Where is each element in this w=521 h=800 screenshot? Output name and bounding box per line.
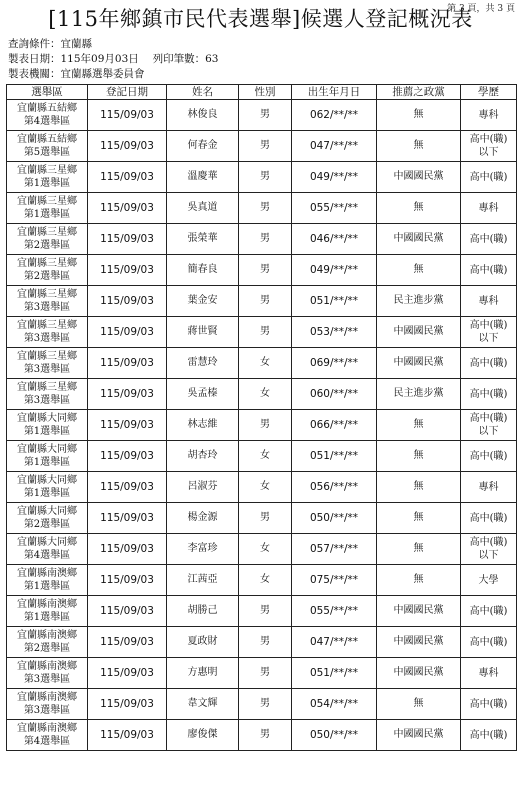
date-cell: 115/09/03 bbox=[88, 131, 167, 162]
page-title: [115年鄉鎮市民代表選舉]候選人登記概況表 bbox=[48, 7, 473, 31]
district-cell bbox=[7, 410, 88, 441]
query-condition: 查詢條件：宜蘭縣 bbox=[8, 38, 92, 50]
table-row bbox=[7, 503, 517, 534]
district-line-2: 第1選舉區 bbox=[23, 457, 71, 468]
education-cell bbox=[461, 317, 517, 348]
gender-cell: 男 bbox=[239, 100, 292, 131]
header-district: 選舉區 bbox=[7, 85, 88, 100]
district-line-1: 宜蘭縣大同鄉 bbox=[17, 537, 77, 548]
district-cell bbox=[7, 472, 88, 503]
district-cell bbox=[7, 162, 88, 193]
district-cell bbox=[7, 565, 88, 596]
party-cell: 無 bbox=[377, 534, 461, 565]
date-cell: 115/09/03 bbox=[88, 317, 167, 348]
district-line-2: 第3選舉區 bbox=[23, 705, 71, 716]
district-line-1: 宜蘭縣南澳鄉 bbox=[17, 723, 77, 734]
party-cell: 無 bbox=[377, 503, 461, 534]
district-cell bbox=[7, 131, 88, 162]
gender-cell: 女 bbox=[239, 534, 292, 565]
party-cell: 中國國民黨 bbox=[377, 317, 461, 348]
education-cell bbox=[461, 193, 517, 224]
district-line-2: 第1選舉區 bbox=[23, 178, 71, 189]
district-cell bbox=[7, 689, 88, 720]
gender-cell: 男 bbox=[239, 224, 292, 255]
education-line-2: 以下 bbox=[478, 550, 499, 561]
party-cell: 無 bbox=[377, 565, 461, 596]
gender-cell: 女 bbox=[239, 348, 292, 379]
party-cell: 無 bbox=[377, 131, 461, 162]
name-cell: 林俊良 bbox=[167, 100, 239, 131]
education-line-1: 專科 bbox=[478, 295, 499, 307]
name-cell: 雷慧玲 bbox=[167, 348, 239, 379]
district-line-1: 宜蘭縣大同鄉 bbox=[17, 506, 77, 517]
district-line-2: 第2選舉區 bbox=[23, 240, 71, 251]
table-row bbox=[7, 689, 517, 720]
district-line-1: 宜蘭縣三星鄉 bbox=[17, 227, 77, 238]
name-cell: 楊金源 bbox=[167, 503, 239, 534]
district-line-2: 第1選舉區 bbox=[23, 612, 71, 623]
gender-cell: 男 bbox=[239, 410, 292, 441]
education-line-1: 高中(職) bbox=[469, 537, 508, 548]
education-line-1: 高中(職) bbox=[469, 357, 508, 369]
table-row bbox=[7, 565, 517, 596]
district-line-1: 宜蘭縣三星鄉 bbox=[17, 258, 77, 269]
district-line-1: 宜蘭縣五結鄉 bbox=[17, 134, 77, 145]
date-cell: 115/09/03 bbox=[88, 720, 167, 751]
gender-cell: 女 bbox=[239, 565, 292, 596]
district-cell bbox=[7, 534, 88, 565]
birthdate-cell: 047/**/** bbox=[292, 131, 377, 162]
name-cell: 呂淑芬 bbox=[167, 472, 239, 503]
date-cell: 115/09/03 bbox=[88, 565, 167, 596]
birthdate-cell: 066/**/** bbox=[292, 410, 377, 441]
party-cell: 中國國民黨 bbox=[377, 224, 461, 255]
table-row bbox=[7, 596, 517, 627]
district-cell bbox=[7, 286, 88, 317]
name-cell: 胡杏玲 bbox=[167, 441, 239, 472]
district-line-1: 宜蘭縣大同鄉 bbox=[17, 413, 77, 424]
gender-cell: 男 bbox=[239, 503, 292, 534]
header-date: 登記日期 bbox=[88, 85, 167, 100]
district-line-1: 宜蘭縣南澳鄉 bbox=[17, 692, 77, 703]
birthdate-cell: 054/**/** bbox=[292, 689, 377, 720]
name-cell: 李富珍 bbox=[167, 534, 239, 565]
date-cell: 115/09/03 bbox=[88, 627, 167, 658]
name-cell: 何春金 bbox=[167, 131, 239, 162]
education-cell bbox=[461, 286, 517, 317]
table-row bbox=[7, 534, 517, 565]
gender-cell: 男 bbox=[239, 596, 292, 627]
education-line-1: 高中(職) bbox=[469, 264, 508, 276]
district-line-1: 宜蘭縣三星鄉 bbox=[17, 196, 77, 207]
birthdate-cell: 049/**/** bbox=[292, 162, 377, 193]
education-line-1: 高中(職) bbox=[469, 171, 508, 183]
education-line-1: 專科 bbox=[478, 481, 499, 493]
district-line-2: 第3選舉區 bbox=[23, 364, 71, 375]
date-cell: 115/09/03 bbox=[88, 689, 167, 720]
education-line-1: 高中(職) bbox=[469, 134, 508, 145]
birthdate-cell: 049/**/** bbox=[292, 255, 377, 286]
district-line-1: 宜蘭縣大同鄉 bbox=[17, 475, 77, 486]
date-cell: 115/09/03 bbox=[88, 503, 167, 534]
party-cell: 無 bbox=[377, 255, 461, 286]
name-cell: 胡勝己 bbox=[167, 596, 239, 627]
district-line-1: 宜蘭縣三星鄉 bbox=[17, 320, 77, 331]
district-line-2: 第2選舉區 bbox=[23, 271, 71, 282]
header-name: 姓名 bbox=[167, 85, 239, 100]
gender-cell: 男 bbox=[239, 627, 292, 658]
party-cell: 無 bbox=[377, 441, 461, 472]
name-cell: 夏政財 bbox=[167, 627, 239, 658]
education-line-1: 高中(職) bbox=[469, 233, 508, 245]
education-line-1: 高中(職) bbox=[469, 388, 508, 400]
date-cell: 115/09/03 bbox=[88, 410, 167, 441]
date-cell: 115/09/03 bbox=[88, 472, 167, 503]
education-cell bbox=[461, 100, 517, 131]
education-line-1: 大學 bbox=[478, 574, 499, 586]
table-row bbox=[7, 720, 517, 751]
education-cell bbox=[461, 503, 517, 534]
name-cell: 溫慶華 bbox=[167, 162, 239, 193]
education-cell bbox=[461, 162, 517, 193]
education-cell bbox=[461, 658, 517, 689]
district-cell bbox=[7, 627, 88, 658]
district-line-2: 第1選舉區 bbox=[23, 581, 71, 592]
education-cell bbox=[461, 534, 517, 565]
name-cell: 廖俊傑 bbox=[167, 720, 239, 751]
district-line-1: 宜蘭縣五結鄉 bbox=[17, 103, 77, 114]
table-row bbox=[7, 255, 517, 286]
party-cell: 無 bbox=[377, 193, 461, 224]
party-cell: 無 bbox=[377, 472, 461, 503]
education-cell bbox=[461, 379, 517, 410]
education-line-1: 高中(職) bbox=[469, 698, 508, 710]
education-line-1: 高中(職) bbox=[469, 636, 508, 648]
gender-cell: 男 bbox=[239, 131, 292, 162]
date-cell: 115/09/03 bbox=[88, 162, 167, 193]
date-cell: 115/09/03 bbox=[88, 255, 167, 286]
print-info: 製表日期：115年09月03日 列印筆數：63 bbox=[8, 53, 219, 65]
gender-cell: 男 bbox=[239, 658, 292, 689]
district-cell bbox=[7, 441, 88, 472]
name-cell: 江茜亞 bbox=[167, 565, 239, 596]
date-cell: 115/09/03 bbox=[88, 286, 167, 317]
page-number: 第 3 頁，共 3 頁 bbox=[447, 4, 515, 14]
name-cell: 蔣世賢 bbox=[167, 317, 239, 348]
district-line-1: 宜蘭縣三星鄉 bbox=[17, 351, 77, 362]
date-cell: 115/09/03 bbox=[88, 379, 167, 410]
education-cell bbox=[461, 720, 517, 751]
table-row bbox=[7, 627, 517, 658]
birthdate-cell: 060/**/** bbox=[292, 379, 377, 410]
date-cell: 115/09/03 bbox=[88, 596, 167, 627]
table-row bbox=[7, 410, 517, 441]
date-cell: 115/09/03 bbox=[88, 348, 167, 379]
gender-cell: 男 bbox=[239, 689, 292, 720]
birthdate-cell: 056/**/** bbox=[292, 472, 377, 503]
table-row bbox=[7, 379, 517, 410]
education-cell bbox=[461, 472, 517, 503]
education-line-2: 以下 bbox=[478, 333, 499, 344]
name-cell: 林志維 bbox=[167, 410, 239, 441]
header-gender: 性別 bbox=[239, 85, 292, 100]
district-line-1: 宜蘭縣南澳鄉 bbox=[17, 568, 77, 579]
education-line-1: 高中(職) bbox=[469, 450, 508, 462]
table-row bbox=[7, 162, 517, 193]
district-line-1: 宜蘭縣南澳鄉 bbox=[17, 661, 77, 672]
birthdate-cell: 046/**/** bbox=[292, 224, 377, 255]
gender-cell: 男 bbox=[239, 317, 292, 348]
district-line-2: 第3選舉區 bbox=[23, 302, 71, 313]
education-cell bbox=[461, 596, 517, 627]
name-cell: 葉金安 bbox=[167, 286, 239, 317]
name-cell: 方惠明 bbox=[167, 658, 239, 689]
name-cell: 簡春良 bbox=[167, 255, 239, 286]
district-line-2: 第4選舉區 bbox=[23, 736, 71, 747]
birthdate-cell: 051/**/** bbox=[292, 658, 377, 689]
table-row bbox=[7, 658, 517, 689]
education-line-1: 高中(職) bbox=[469, 512, 508, 524]
party-cell: 民主進步黨 bbox=[377, 286, 461, 317]
district-cell bbox=[7, 255, 88, 286]
district-line-1: 宜蘭縣南澳鄉 bbox=[17, 630, 77, 641]
gender-cell: 女 bbox=[239, 379, 292, 410]
party-cell: 無 bbox=[377, 410, 461, 441]
district-cell bbox=[7, 720, 88, 751]
district-cell bbox=[7, 596, 88, 627]
gender-cell: 男 bbox=[239, 286, 292, 317]
district-line-2: 第3選舉區 bbox=[23, 333, 71, 344]
name-cell: 張榮華 bbox=[167, 224, 239, 255]
party-cell: 無 bbox=[377, 689, 461, 720]
birthdate-cell: 050/**/** bbox=[292, 503, 377, 534]
education-cell bbox=[461, 224, 517, 255]
party-cell: 中國國民黨 bbox=[377, 348, 461, 379]
district-cell bbox=[7, 379, 88, 410]
gender-cell: 男 bbox=[239, 720, 292, 751]
district-cell bbox=[7, 658, 88, 689]
table-row bbox=[7, 286, 517, 317]
education-cell bbox=[461, 348, 517, 379]
name-cell: 韋文輝 bbox=[167, 689, 239, 720]
party-cell: 民主進步黨 bbox=[377, 379, 461, 410]
district-cell bbox=[7, 224, 88, 255]
birthdate-cell: 050/**/** bbox=[292, 720, 377, 751]
education-cell bbox=[461, 410, 517, 441]
date-cell: 115/09/03 bbox=[88, 224, 167, 255]
table-row bbox=[7, 348, 517, 379]
table-row bbox=[7, 131, 517, 162]
education-cell bbox=[461, 441, 517, 472]
birthdate-cell: 075/**/** bbox=[292, 565, 377, 596]
district-line-2: 第5選舉區 bbox=[23, 147, 71, 158]
name-cell: 吳真道 bbox=[167, 193, 239, 224]
table-row bbox=[7, 100, 517, 131]
district-line-2: 第2選舉區 bbox=[23, 519, 71, 530]
education-cell bbox=[461, 131, 517, 162]
education-line-1: 專科 bbox=[478, 202, 499, 214]
issuing-agency: 製表機關：宜蘭縣選舉委員會 bbox=[8, 68, 145, 80]
education-line-1: 高中(職) bbox=[469, 605, 508, 617]
education-cell bbox=[461, 689, 517, 720]
header-birthdate: 出生年月日 bbox=[292, 85, 377, 100]
birthdate-cell: 053/**/** bbox=[292, 317, 377, 348]
party-cell: 中國國民黨 bbox=[377, 658, 461, 689]
date-cell: 115/09/03 bbox=[88, 441, 167, 472]
date-cell: 115/09/03 bbox=[88, 100, 167, 131]
education-cell bbox=[461, 565, 517, 596]
district-cell bbox=[7, 193, 88, 224]
candidate-table bbox=[6, 84, 517, 751]
birthdate-cell: 051/**/** bbox=[292, 286, 377, 317]
education-line-2: 以下 bbox=[478, 147, 499, 158]
gender-cell: 男 bbox=[239, 255, 292, 286]
gender-cell: 女 bbox=[239, 441, 292, 472]
education-cell bbox=[461, 255, 517, 286]
district-line-2: 第1選舉區 bbox=[23, 488, 71, 499]
table-row bbox=[7, 441, 517, 472]
district-line-2: 第4選舉區 bbox=[23, 116, 71, 127]
birthdate-cell: 055/**/** bbox=[292, 193, 377, 224]
district-line-2: 第2選舉區 bbox=[23, 643, 71, 654]
table-row bbox=[7, 224, 517, 255]
district-line-2: 第3選舉區 bbox=[23, 395, 71, 406]
table-row bbox=[7, 193, 517, 224]
birthdate-cell: 069/**/** bbox=[292, 348, 377, 379]
district-cell bbox=[7, 503, 88, 534]
header-party: 推薦之政黨 bbox=[377, 85, 461, 100]
party-cell: 無 bbox=[377, 100, 461, 131]
table-row bbox=[7, 317, 517, 348]
date-cell: 115/09/03 bbox=[88, 658, 167, 689]
education-line-1: 高中(職) bbox=[469, 320, 508, 331]
table-row bbox=[7, 472, 517, 503]
district-line-2: 第4選舉區 bbox=[23, 550, 71, 561]
birthdate-cell: 051/**/** bbox=[292, 441, 377, 472]
birthdate-cell: 057/**/** bbox=[292, 534, 377, 565]
party-cell: 中國國民黨 bbox=[377, 162, 461, 193]
district-line-1: 宜蘭縣大同鄉 bbox=[17, 444, 77, 455]
district-line-2: 第3選舉區 bbox=[23, 674, 71, 685]
district-cell bbox=[7, 348, 88, 379]
education-cell bbox=[461, 627, 517, 658]
date-cell: 115/09/03 bbox=[88, 193, 167, 224]
birthdate-cell: 062/**/** bbox=[292, 100, 377, 131]
party-cell: 中國國民黨 bbox=[377, 720, 461, 751]
district-line-1: 宜蘭縣三星鄉 bbox=[17, 382, 77, 393]
gender-cell: 女 bbox=[239, 472, 292, 503]
district-line-1: 宜蘭縣三星鄉 bbox=[17, 165, 77, 176]
gender-cell: 男 bbox=[239, 162, 292, 193]
district-cell bbox=[7, 100, 88, 131]
name-cell: 吳孟榛 bbox=[167, 379, 239, 410]
district-line-1: 宜蘭縣南澳鄉 bbox=[17, 599, 77, 610]
education-line-1: 高中(職) bbox=[469, 729, 508, 741]
birthdate-cell: 055/**/** bbox=[292, 596, 377, 627]
district-line-2: 第1選舉區 bbox=[23, 209, 71, 220]
district-line-1: 宜蘭縣三星鄉 bbox=[17, 289, 77, 300]
party-cell: 中國國民黨 bbox=[377, 596, 461, 627]
education-line-1: 專科 bbox=[478, 667, 499, 679]
education-line-1: 專科 bbox=[478, 109, 499, 121]
gender-cell: 男 bbox=[239, 193, 292, 224]
education-line-2: 以下 bbox=[478, 426, 499, 437]
date-cell: 115/09/03 bbox=[88, 534, 167, 565]
table-header-row bbox=[7, 85, 517, 100]
birthdate-cell: 047/**/** bbox=[292, 627, 377, 658]
header-education: 學歷 bbox=[461, 85, 517, 100]
district-line-2: 第1選舉區 bbox=[23, 426, 71, 437]
education-line-1: 高中(職) bbox=[469, 413, 508, 424]
district-cell bbox=[7, 317, 88, 348]
party-cell: 中國國民黨 bbox=[377, 627, 461, 658]
